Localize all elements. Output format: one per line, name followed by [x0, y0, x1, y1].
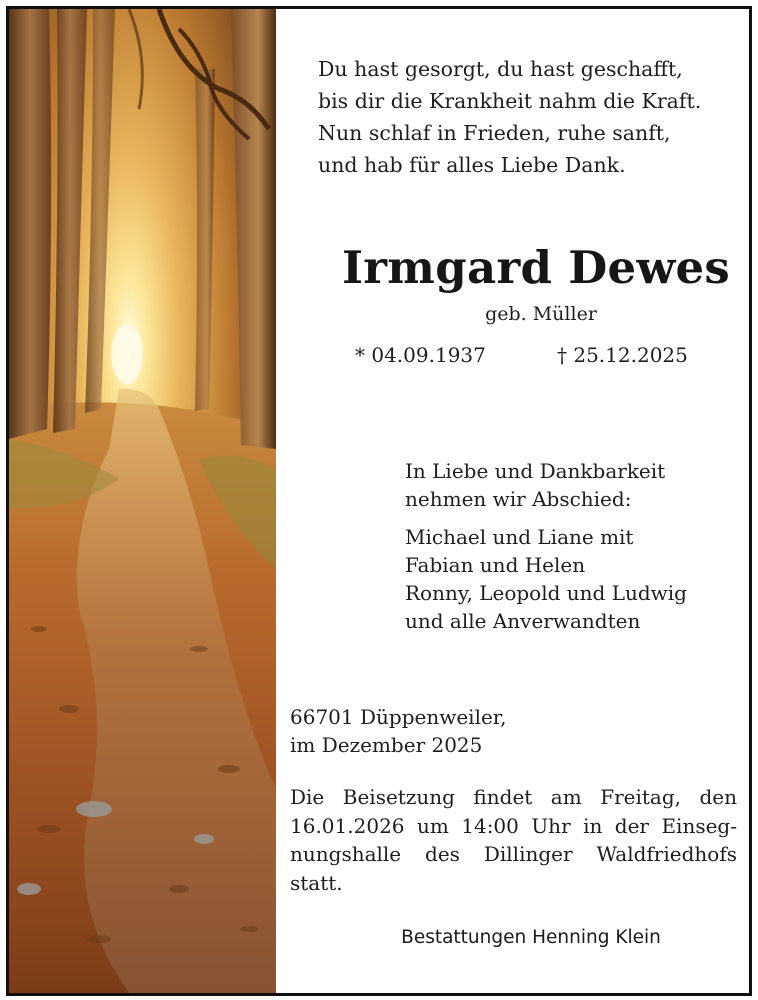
death-date: † 25.12.2025: [557, 343, 688, 367]
mourners-list: Michael und Liane mit Fabian und Helen Ronny, Leopold und Ludwig und alle Anverwandten: [405, 525, 687, 633]
birth-date: * 04.09.1937: [355, 343, 486, 367]
forest-path-photo: [9, 9, 276, 993]
funeral-notice: Die Beisetzung findet am Freitag, den 16.01.2026 um 14:00 Uhr in der Einsegnungshalle des Dillinger Waldfriedhofs statt.: [290, 785, 737, 895]
deceased-name: Irmgard Dewes: [341, 241, 731, 294]
obituary-card: [6, 6, 752, 996]
farewell-text: In Liebe und Dankbarkeit nehmen wir Abschied:: [405, 459, 666, 511]
birth-name: geb. Müller: [485, 303, 597, 325]
place-and-date: 66701 Düppenweiler, im Dezember 2025: [290, 705, 507, 757]
undertaker-name: Bestattungen Henning Klein: [401, 927, 661, 948]
memorial-poem: Du hast gesorgt, du hast geschafft, bis dir die Krankheit nahm die Kraft. Nun schlaf in Frieden, ruhe sanft, und hab für alles Liebe Dank.: [318, 57, 702, 177]
